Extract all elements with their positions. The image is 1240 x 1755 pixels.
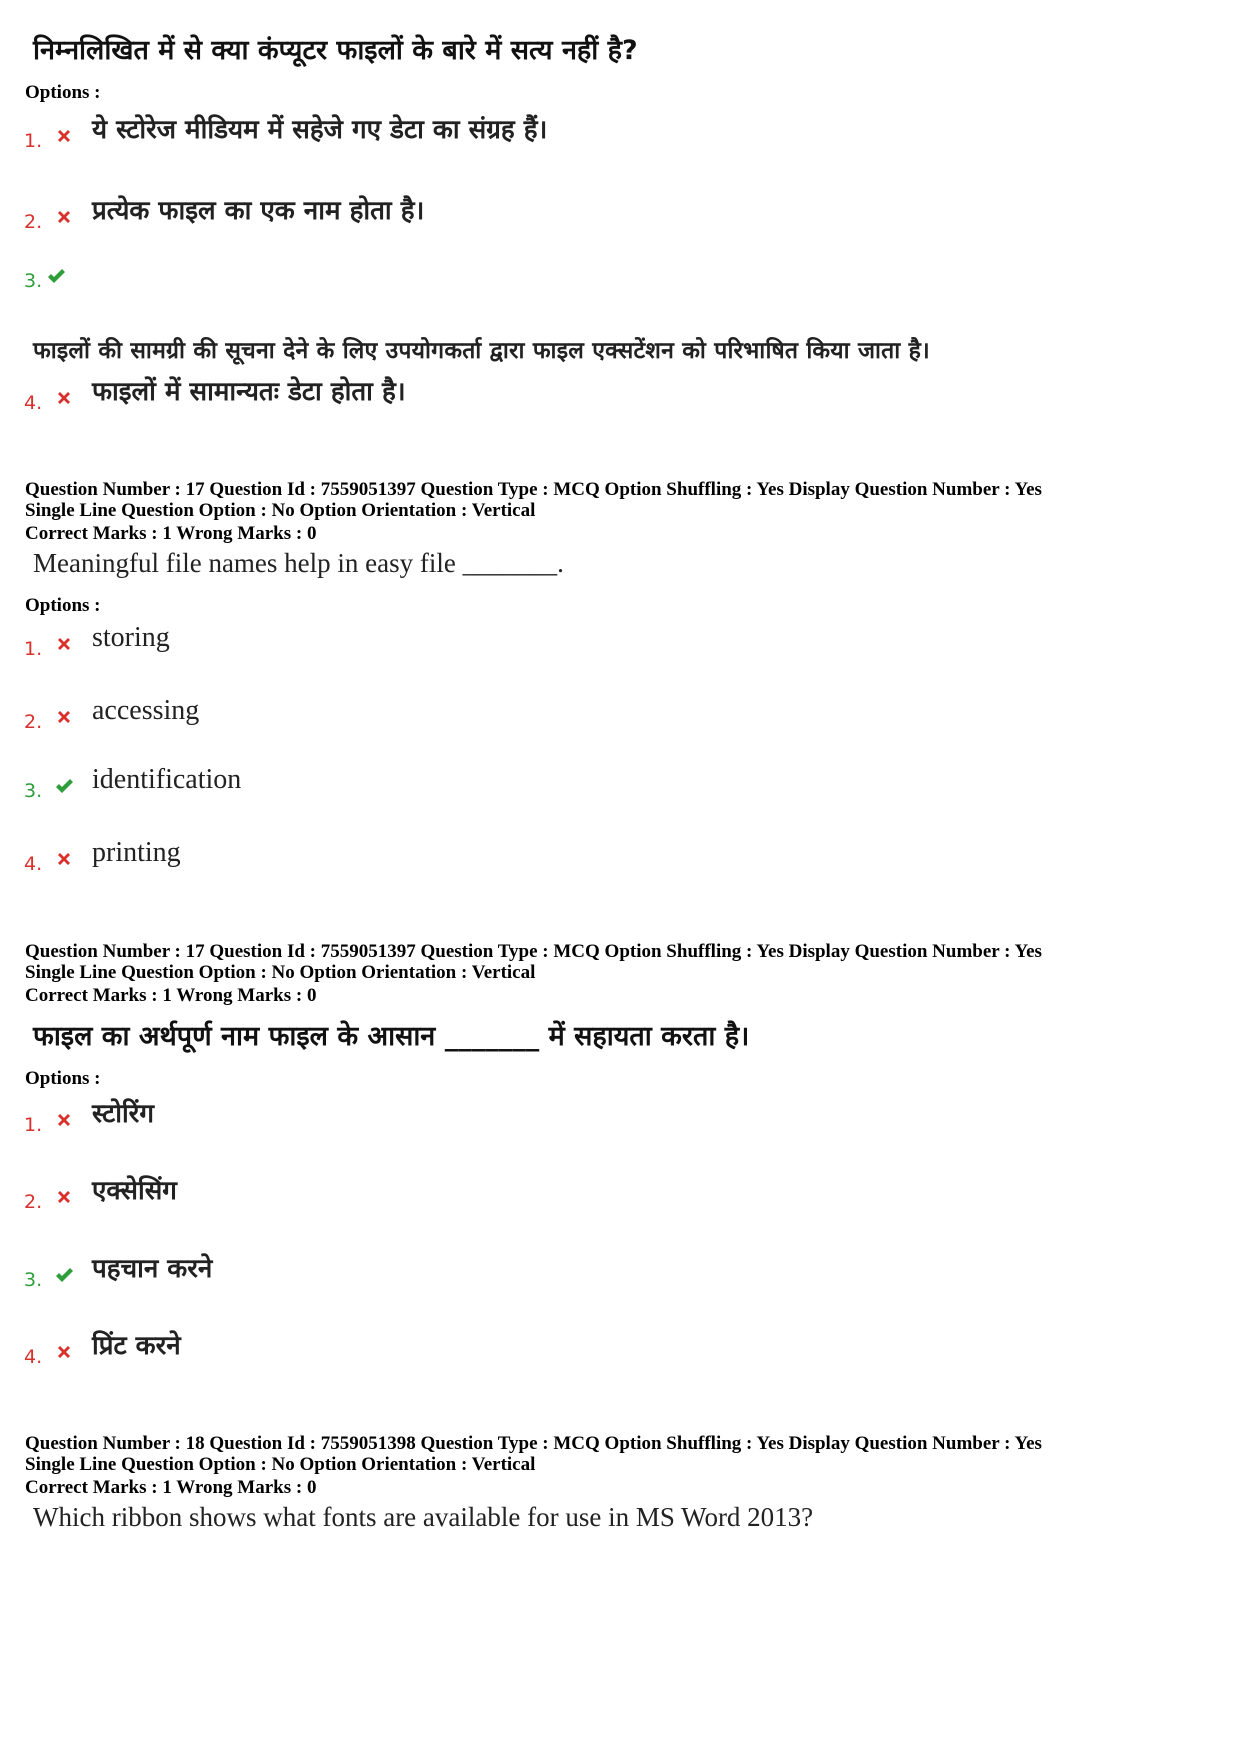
option-text: स्टोरिंग (92, 1099, 154, 1129)
option-number: 2. (24, 1191, 43, 1213)
option-number: 4. (24, 1346, 43, 1368)
question-meta (25, 479, 1042, 521)
cross-icon (54, 126, 74, 146)
question-text: Which ribbon shows what fonts are available for use in MS Word 2013? (33, 1502, 814, 1532)
marks-line: Correct Marks : 1 Wrong Marks : 0 (25, 1477, 317, 1498)
marks-line: Correct Marks : 1 Wrong Marks : 0 (25, 985, 317, 1006)
option-text: identification (92, 764, 242, 795)
question-text: Meaningful file names help in easy file _______. (33, 548, 564, 578)
option-text: फाइलों में सामान्यतः डेटा होता है। (92, 377, 406, 407)
option-4 (24, 374, 1214, 414)
option-2 (24, 693, 1214, 733)
option-text: accessing (92, 695, 200, 726)
cross-icon (54, 1342, 74, 1362)
option-4 (24, 835, 1214, 875)
cross-icon (54, 1187, 74, 1207)
option-number: 2. (24, 711, 43, 733)
marks-line: Correct Marks : 1 Wrong Marks : 0 (25, 523, 317, 544)
meta-line: Question Number : 17 Question Id : 7559051397 Question Type : MCQ Option Shuffling : Yes Display Question Number : Yes (25, 941, 1042, 962)
cross-icon (54, 634, 74, 654)
option-number: 1. (24, 638, 43, 660)
meta-line: Single Line Question Option : No Option Orientation : Vertical (25, 1454, 536, 1475)
question-meta (25, 941, 1042, 983)
option-text: प्रिंट करने (92, 1331, 181, 1361)
question-text: फाइल का अर्थपूर्ण नाम फाइल के आसान _______ में सहायता करता है। (33, 1021, 750, 1052)
option-number: 3. (24, 780, 43, 802)
option-2 (24, 193, 1214, 233)
option-number: 3. (24, 270, 43, 292)
option-text: printing (92, 837, 181, 868)
options-label: Options : (25, 1068, 101, 1089)
option-number: 3. (24, 1269, 43, 1291)
option-1 (24, 620, 1214, 660)
check-icon (54, 1265, 74, 1285)
option-3 (24, 252, 1214, 292)
cross-icon (54, 849, 74, 869)
options-label: Options : (25, 595, 101, 616)
option-3 (24, 762, 1214, 802)
meta-line: Question Number : 18 Question Id : 7559051398 Question Type : MCQ Option Shuffling : Yes Display Question Number : Yes (25, 1433, 1042, 1454)
cross-icon (54, 207, 74, 227)
option-number: 1. (24, 130, 43, 152)
option-text: फाइलों की सामग्री की सूचना देने के लिए उपयोगकर्ता द्वारा फाइल एक्सटेंशन को परिभाषित किया जाता है। (33, 338, 930, 364)
option-1 (24, 1096, 1214, 1136)
option-text: storing (92, 622, 170, 653)
question-text: निम्नलिखित में से क्या कंप्यूटर फाइलों के बारे में सत्य नहीं है? (33, 35, 638, 66)
check-icon (54, 776, 74, 796)
option-text: प्रत्येक फाइल का एक नाम होता है। (92, 196, 425, 226)
meta-line: Single Line Question Option : No Option Orientation : Vertical (25, 962, 536, 983)
option-number: 1. (24, 1114, 43, 1136)
option-number: 2. (24, 211, 43, 233)
options-label: Options : (25, 82, 101, 103)
option-4 (24, 1328, 1214, 1368)
option-1 (24, 112, 1214, 152)
check-icon (46, 266, 66, 286)
option-number: 4. (24, 853, 43, 875)
option-text: पहचान करने (92, 1254, 213, 1284)
option-number: 4. (24, 392, 43, 414)
option-text: ये स्टोरेज मीडियम में सहेजे गए डेटा का संग्रह हैं। (92, 115, 548, 145)
question-meta (25, 1433, 1042, 1475)
cross-icon (54, 388, 74, 408)
option-text: एक्सेसिंग (92, 1176, 177, 1206)
cross-icon (54, 707, 74, 727)
meta-line: Single Line Question Option : No Option Orientation : Vertical (25, 500, 536, 521)
option-2 (24, 1173, 1214, 1213)
cross-icon (54, 1110, 74, 1130)
option-3 (24, 1251, 1214, 1291)
meta-line: Question Number : 17 Question Id : 7559051397 Question Type : MCQ Option Shuffling : Yes Display Question Number : Yes (25, 479, 1042, 500)
